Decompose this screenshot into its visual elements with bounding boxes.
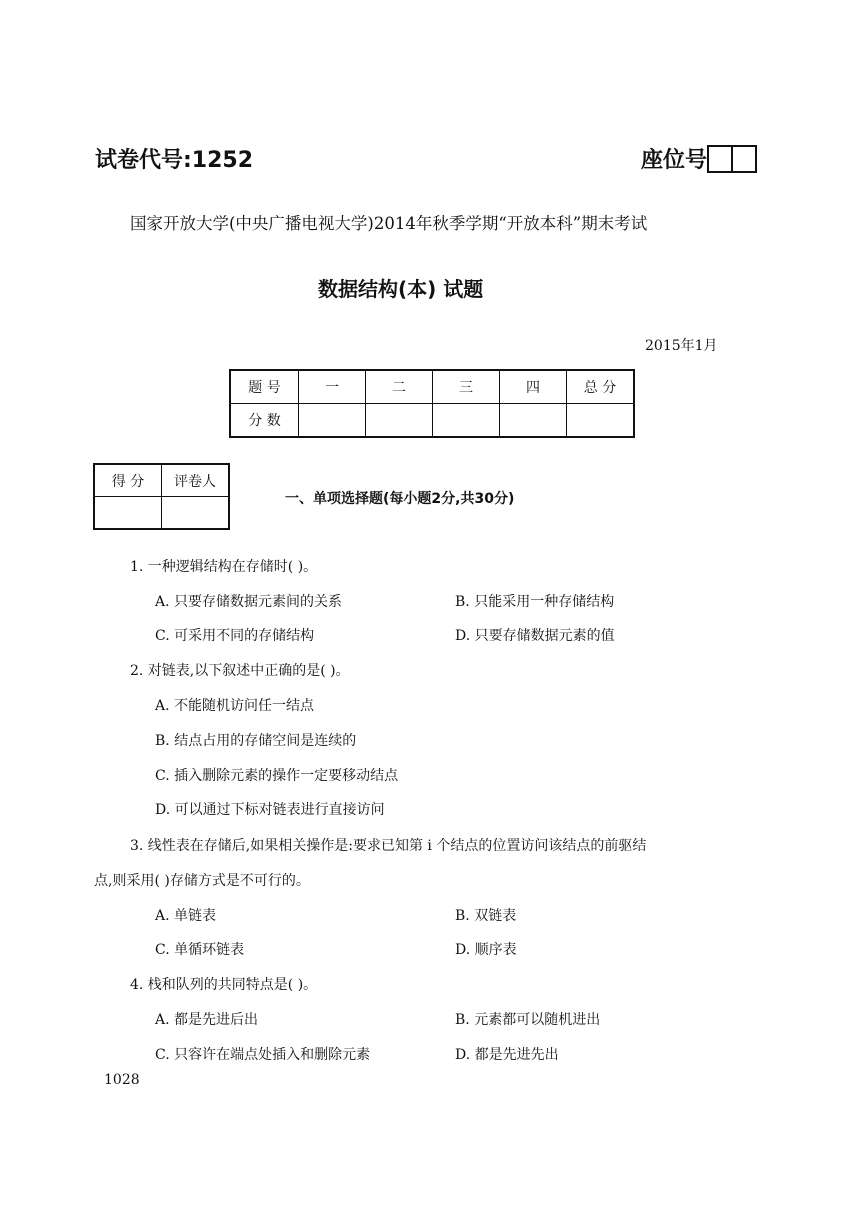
score-table [229, 369, 635, 438]
score-header-row [230, 370, 634, 404]
seat-box [707, 145, 733, 173]
score-cell: 二 [366, 370, 433, 404]
question-stem: 2. 对链表,以下叙述中正确的是( )。 [130, 663, 350, 679]
grader-cell [162, 497, 230, 530]
score-cell: 题 号 [230, 370, 299, 404]
question-stem: 3. 线性表在存储后,如果相关操作是:要求已知第 i 个结点的位置访问该结点的前驱结 [130, 838, 647, 854]
question-option: C. 只容许在端点处插入和删除元素 [155, 1047, 371, 1063]
grader-cell: 得 分 [94, 464, 162, 497]
section-title: 一、单项选择题(每小题2分,共30分) [285, 491, 515, 507]
score-cell: 总 分 [567, 370, 635, 404]
question-option: D. 可以通过下标对链表进行直接访问 [155, 802, 385, 818]
subject-title: 数据结构(本) 试题 [318, 277, 484, 301]
grader-value-row [94, 497, 229, 530]
question-option: A. 只要存储数据元素间的关系 [155, 594, 343, 610]
question-option: D. 都是先进先出 [455, 1047, 559, 1063]
score-cell: 一 [299, 370, 366, 404]
question-option: C. 插入删除元素的操作一定要移动结点 [155, 768, 399, 784]
score-cell [433, 404, 500, 438]
page-number: 1028 [104, 1072, 140, 1088]
score-cell [366, 404, 433, 438]
seat-number [641, 143, 757, 174]
grader-cell: 评卷人 [162, 464, 230, 497]
score-cell: 三 [433, 370, 500, 404]
question-option: D. 只要存储数据元素的值 [455, 628, 615, 644]
score-cell [299, 404, 366, 438]
score-cell [567, 404, 635, 438]
grader-cell [94, 497, 162, 530]
grader-header-row [94, 464, 229, 497]
question-option: C. 单循环链表 [155, 942, 245, 958]
question-option: B. 只能采用一种存储结构 [455, 594, 615, 610]
question-option: A. 不能随机访问任一结点 [155, 698, 315, 714]
question-stem-continuation: 点,则采用( )存储方式是不可行的。 [94, 873, 310, 889]
score-cell: 分 数 [230, 404, 299, 438]
score-cell [500, 404, 567, 438]
question-option: B. 元素都可以随机进出 [455, 1012, 601, 1028]
seat-boxes [709, 145, 757, 173]
question-option: B. 双链表 [455, 908, 517, 924]
paper-code: 试卷代号:1252 [95, 148, 254, 173]
question-option: B. 结点占用的存储空间是连续的 [155, 733, 357, 749]
score-cell: 四 [500, 370, 567, 404]
grader-table [93, 463, 230, 530]
question-option: A. 单链表 [155, 908, 217, 924]
question-option: C. 可采用不同的存储结构 [155, 628, 315, 644]
question-stem: 1. 一种逻辑结构在存储时( )。 [130, 559, 318, 575]
question-option: A. 都是先进后出 [155, 1012, 259, 1028]
seat-box [731, 145, 757, 173]
question-option: D. 顺序表 [455, 942, 517, 958]
exam-title: 国家开放大学(中央广播电视大学)2014年秋季学期“开放本科”期末考试 [130, 214, 648, 233]
question-stem: 4. 栈和队列的共同特点是( )。 [130, 977, 318, 993]
score-value-row [230, 404, 634, 438]
seat-label: 座位号 [641, 148, 708, 173]
exam-date: 2015年1月 [645, 338, 718, 354]
